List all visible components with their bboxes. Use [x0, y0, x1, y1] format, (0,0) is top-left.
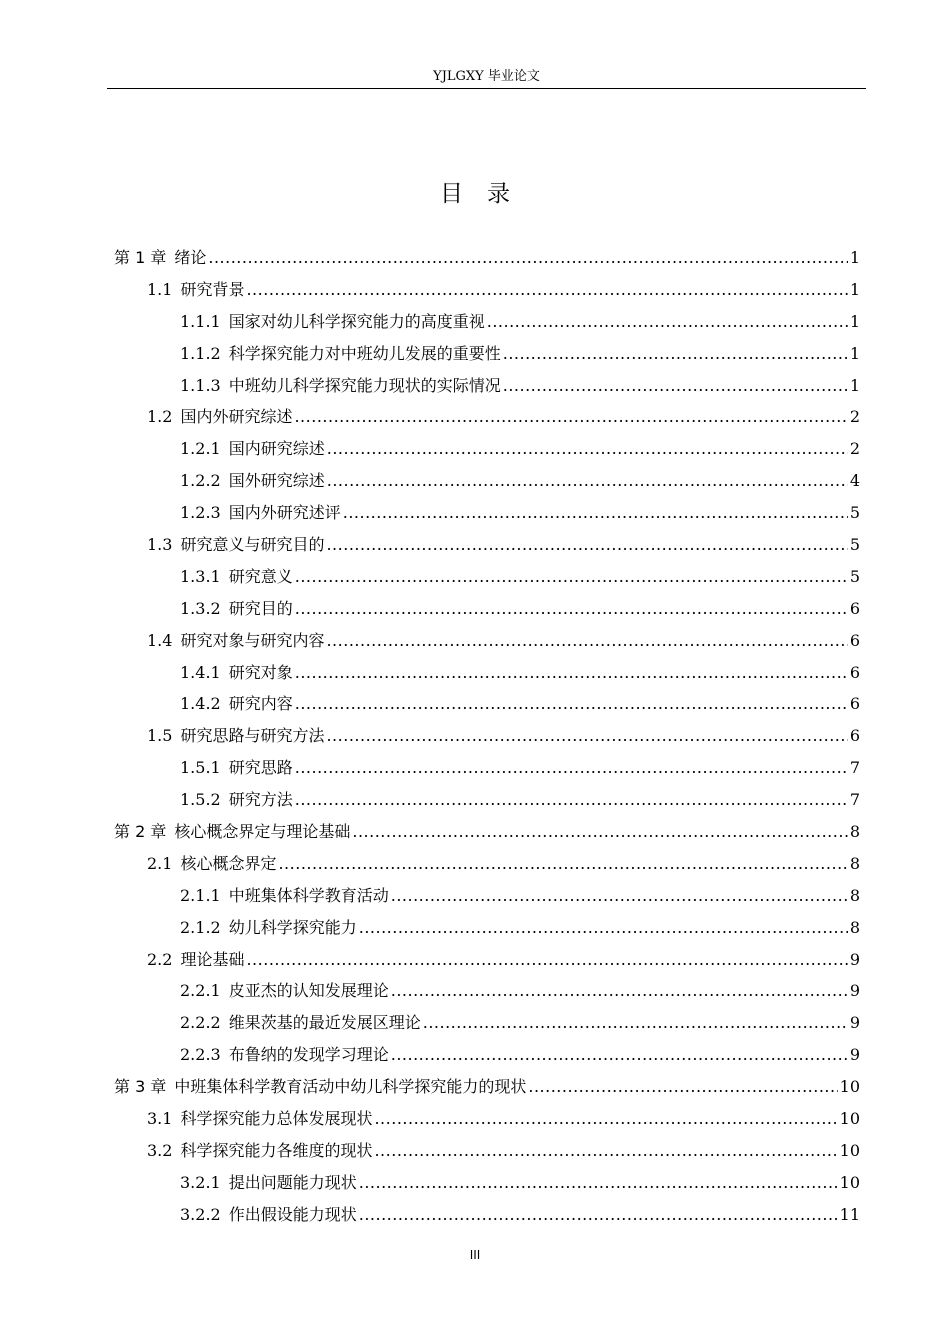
toc-entry-text: 国内外研究述评: [228, 503, 341, 523]
toc-entry-label: [147, 1103, 372, 1135]
toc-dot-leader: [374, 1103, 837, 1135]
toc-entry-number: 1.1.3: [180, 375, 221, 395]
toc-entry-text: 研究思路与研究方法: [180, 726, 325, 746]
toc-entry-page: 6: [849, 726, 860, 746]
toc-entry-text: 研究对象与研究内容: [180, 630, 325, 650]
toc-entry-page: 1: [849, 343, 860, 363]
toc-entry-page: 1: [849, 279, 860, 299]
toc-entry-page: 9: [849, 1013, 860, 1033]
toc-entry-number: 第 1 章: [114, 248, 167, 267]
toc-entry-label: [147, 1135, 372, 1167]
toc-entry-label: [180, 688, 293, 720]
toc-entry[interactable]: [114, 401, 860, 433]
toc-entry-label: [147, 625, 324, 657]
toc-entry-text: 国家对幼儿科学探究能力的高度重视: [228, 311, 485, 331]
toc-entry-number: 1.1.2: [180, 343, 221, 363]
toc-entry-label: [180, 1039, 389, 1071]
toc-entry-text: 科学探究能力各维度的现状: [180, 1140, 373, 1160]
toc-entry-label: [180, 1167, 357, 1199]
toc-entry-number: 1.5.1: [180, 758, 221, 778]
toc-entry-number: 2.1.1: [180, 885, 221, 905]
toc-entry-page: 9: [849, 949, 860, 969]
toc-entry-text: 绪论: [174, 248, 207, 267]
toc-entry-label: [147, 848, 276, 880]
toc-entry-text: 理论基础: [180, 949, 245, 969]
toc-entry-label: [180, 1199, 357, 1231]
toc-entry-label: [147, 529, 324, 561]
toc-entry[interactable]: [114, 370, 860, 402]
toc-entry-text: 中班幼儿科学探究能力现状的实际情况: [228, 375, 501, 395]
toc-entry-text: 维果茨基的最近发展区理论: [228, 1013, 421, 1033]
toc-entry-label: [114, 816, 350, 848]
toc-entry-number: 1.4.2: [180, 694, 221, 714]
toc-entry-page: 8: [849, 885, 860, 905]
toc-entry-number: 1.1.1: [180, 311, 221, 331]
toc-entry-page: 5: [849, 503, 860, 523]
toc-entry-page: 2: [849, 439, 860, 459]
toc-entry[interactable]: [114, 880, 860, 912]
toc-entry-page: 5: [849, 566, 860, 586]
toc-dot-leader: [246, 944, 847, 976]
toc-entry[interactable]: [114, 1199, 860, 1231]
toc-entry[interactable]: [114, 625, 860, 657]
toc-entry-number: 2.1: [147, 853, 173, 873]
toc-entry[interactable]: [114, 944, 860, 976]
toc-entry-label: [180, 306, 485, 338]
toc-entry-number: 1.3.1: [180, 566, 221, 586]
toc-entry[interactable]: [114, 816, 860, 848]
toc-entry-label: [147, 944, 244, 976]
toc-entry-label: [180, 593, 293, 625]
toc-entry[interactable]: [114, 784, 860, 816]
toc-entry[interactable]: [114, 848, 860, 880]
toc-dot-leader: [326, 720, 847, 752]
toc-entry[interactable]: [114, 529, 860, 561]
toc-entry-number: 1.5: [147, 726, 173, 746]
toc-entry-number: 2.2.3: [180, 1045, 221, 1065]
toc-dot-leader: [326, 529, 847, 561]
toc-entry-text: 国外研究综述: [228, 471, 325, 491]
toc-entry[interactable]: [114, 497, 860, 529]
toc-entry-label: [114, 1071, 526, 1103]
toc-entry-number: 1.4.1: [180, 662, 221, 682]
toc-dot-leader: [294, 401, 847, 433]
toc-title: 目录: [440, 181, 534, 207]
toc-entry-text: 研究内容: [228, 694, 293, 714]
toc-entry-label: [180, 912, 357, 944]
toc-dot-leader: [327, 465, 848, 497]
toc-entry[interactable]: [114, 433, 860, 465]
toc-entry-page: 4: [849, 471, 860, 491]
toc-entry[interactable]: [114, 242, 860, 274]
toc-dot-leader: [295, 784, 848, 816]
toc-entry-text: 提出问题能力现状: [228, 1172, 357, 1192]
toc-entry-text: 核心概念界定: [180, 853, 277, 873]
toc-entry-number: 1.2.1: [180, 439, 221, 459]
toc-dot-leader: [359, 1167, 838, 1199]
toc-entry-page: 11: [839, 1204, 860, 1224]
toc-entry-number: 3.2: [147, 1140, 173, 1160]
toc-entry-label: [180, 784, 293, 816]
toc-dot-leader: [208, 242, 847, 274]
toc-entry[interactable]: [114, 274, 860, 306]
toc-entry-label: [147, 401, 292, 433]
toc-dot-leader: [327, 433, 848, 465]
toc-entry-text: 核心概念界定与理论基础: [174, 822, 351, 842]
toc-entry-text: 研究背景: [180, 279, 245, 299]
toc-entry-text: 科学探究能力总体发展现状: [180, 1109, 373, 1129]
toc-dot-leader: [503, 338, 848, 370]
toc-entry-number: 1.4: [147, 630, 173, 650]
toc-entry-label: [180, 880, 389, 912]
toc-entry-page: 5: [849, 535, 860, 555]
toc-dot-leader: [423, 1007, 848, 1039]
toc-dot-leader: [343, 497, 848, 529]
toc-entry[interactable]: [114, 561, 860, 593]
toc-entry[interactable]: [114, 1167, 860, 1199]
toc-entry-number: 2.2: [147, 949, 173, 969]
toc-entry[interactable]: [114, 752, 860, 784]
toc-entry-number: 1.3: [147, 535, 173, 555]
toc-entry-label: [180, 465, 325, 497]
toc-entry-text: 幼儿科学探究能力: [228, 917, 357, 937]
toc-entry-page: 10: [839, 1077, 860, 1097]
toc-entry-number: 1.2: [147, 407, 173, 427]
toc-entry-text: 中班集体科学教育活动: [228, 885, 389, 905]
toc-entry-page: 9: [849, 1045, 860, 1065]
toc-entry-number: 2.2.2: [180, 1013, 221, 1033]
toc-entry-text: 作出假设能力现状: [228, 1204, 357, 1224]
toc-entry-label: [147, 274, 244, 306]
toc-entry-number: 3.2.1: [180, 1172, 221, 1192]
toc-dot-leader: [352, 816, 847, 848]
toc-entry[interactable]: [114, 1071, 860, 1103]
toc-entry-page: 1: [849, 248, 860, 267]
toc-dot-leader: [391, 975, 848, 1007]
toc-entry-label: [180, 338, 501, 370]
toc-dot-leader: [295, 688, 848, 720]
toc-entry[interactable]: [114, 338, 860, 370]
toc-entry[interactable]: [114, 465, 860, 497]
toc-entry-label: [180, 975, 389, 1007]
toc-entry-label: [114, 242, 206, 274]
toc-entry[interactable]: [114, 593, 860, 625]
toc-dot-leader: [528, 1071, 837, 1103]
toc-entry-page: 2: [849, 407, 860, 427]
toc-dot-leader: [295, 657, 848, 689]
toc-entry-page: 6: [849, 598, 860, 618]
toc-entry-text: 国内研究综述: [228, 439, 325, 459]
toc-entry-text: 布鲁纳的发现学习理论: [228, 1045, 389, 1065]
toc-entry-number: 2.2.1: [180, 981, 221, 1001]
toc-entry-page: 8: [849, 822, 860, 842]
header-rule: [107, 88, 866, 89]
toc-dot-leader: [391, 880, 848, 912]
toc-entry-page: 7: [849, 758, 860, 778]
toc-entry-page: 6: [849, 630, 860, 650]
toc-entry-number: 1.1: [147, 279, 173, 299]
toc-entry-page: 9: [849, 981, 860, 1001]
toc-entry-page: 6: [849, 694, 860, 714]
toc-entry-number: 3.1: [147, 1109, 173, 1129]
toc-entry-text: 国内外研究综述: [180, 407, 293, 427]
toc-entry-text: 科学探究能力对中班幼儿发展的重要性: [228, 343, 501, 363]
toc-entry-label: [180, 433, 325, 465]
toc-entry-number: 第 2 章: [114, 822, 167, 842]
toc-entry-page: 7: [849, 790, 860, 810]
toc-entry-label: [180, 561, 293, 593]
toc-dot-leader: [246, 274, 847, 306]
toc-entry-number: 1.2.3: [180, 503, 221, 523]
toc-dot-leader: [278, 848, 847, 880]
toc-entry-page: 10: [839, 1109, 860, 1129]
toc-entry-page: 1: [849, 375, 860, 395]
toc-entry-text: 研究思路: [228, 758, 293, 778]
toc-entry-text: 研究意义与研究目的: [180, 535, 325, 555]
toc-entry-text: 研究方法: [228, 790, 293, 810]
toc-dot-leader: [295, 561, 848, 593]
toc-entry-text: 研究意义: [228, 566, 293, 586]
toc-entry-label: [180, 1007, 421, 1039]
toc-entry-label: [180, 752, 293, 784]
table-of-contents: [114, 242, 860, 1231]
toc-entry-label: [180, 497, 341, 529]
toc-dot-leader: [326, 625, 847, 657]
toc-entry-number: 第 3 章: [114, 1077, 167, 1097]
toc-entry[interactable]: [114, 1135, 860, 1167]
toc-entry[interactable]: [114, 1007, 860, 1039]
toc-entry[interactable]: [114, 912, 860, 944]
toc-entry-label: [180, 370, 501, 402]
toc-entry-number: 1.2.2: [180, 471, 221, 491]
toc-dot-leader: [359, 1199, 838, 1231]
toc-dot-leader: [359, 912, 848, 944]
toc-entry-label: [180, 657, 293, 689]
toc-entry-page: 10: [839, 1172, 860, 1192]
toc-dot-leader: [503, 370, 848, 402]
toc-entry-number: 2.1.2: [180, 917, 221, 937]
toc-entry[interactable]: [114, 975, 860, 1007]
page-header: YJLGXY 毕业论文: [433, 69, 540, 84]
toc-entry-text: 中班集体科学教育活动中幼儿科学探究能力的现状: [174, 1077, 527, 1097]
toc-entry[interactable]: [114, 688, 860, 720]
toc-dot-leader: [391, 1039, 848, 1071]
toc-dot-leader: [295, 752, 848, 784]
toc-entry[interactable]: [114, 720, 860, 752]
toc-entry-number: 1.3.2: [180, 598, 221, 618]
page-number: III: [469, 1248, 481, 1262]
toc-entry[interactable]: [114, 1039, 860, 1071]
toc-entry-text: 皮亚杰的认知发展理论: [228, 981, 389, 1001]
toc-entry-number: 1.5.2: [180, 790, 221, 810]
toc-entry[interactable]: [114, 657, 860, 689]
toc-entry-number: 3.2.2: [180, 1204, 221, 1224]
toc-dot-leader: [487, 306, 848, 338]
toc-entry-page: 8: [849, 917, 860, 937]
toc-dot-leader: [374, 1135, 837, 1167]
toc-entry-page: 8: [849, 853, 860, 873]
toc-entry[interactable]: [114, 306, 860, 338]
toc-entry-text: 研究对象: [228, 662, 293, 682]
toc-entry-label: [147, 720, 324, 752]
toc-entry-page: 6: [849, 662, 860, 682]
toc-entry-page: 1: [849, 311, 860, 331]
toc-entry[interactable]: [114, 1103, 860, 1135]
toc-entry-text: 研究目的: [228, 598, 293, 618]
toc-entry-page: 10: [839, 1140, 860, 1160]
toc-dot-leader: [295, 593, 848, 625]
